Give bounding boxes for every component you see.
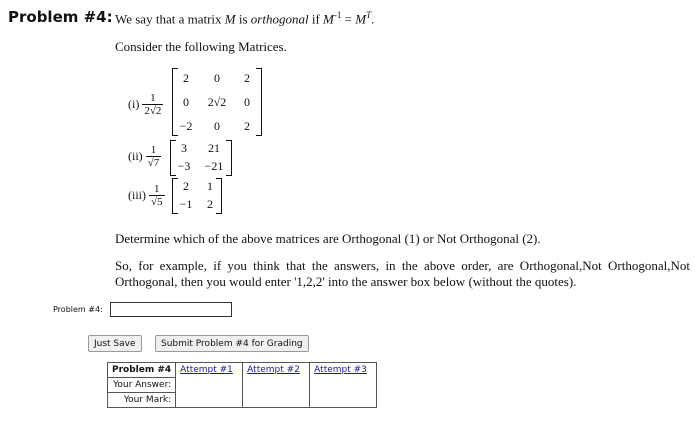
problem-title: Problem #4: bbox=[8, 8, 113, 26]
matrix-1-cell: 0 bbox=[214, 119, 220, 133]
attempt-1-cell bbox=[176, 363, 243, 408]
answer-input[interactable] bbox=[110, 302, 232, 317]
matrix-3-cell: 1 bbox=[207, 179, 213, 193]
matrix-3-cell: −1 bbox=[179, 197, 193, 211]
intro-var: M bbox=[224, 11, 236, 27]
intro-rhs-exp: T bbox=[366, 10, 372, 20]
intro-orthogonal: orthogonal bbox=[250, 11, 309, 27]
intro-lhs-exp: -1 bbox=[333, 10, 342, 20]
matrix-1-cell: 2√2 bbox=[207, 95, 227, 109]
matrix-2-cell: −21 bbox=[204, 159, 224, 173]
determine-text: Determine which of the above matrices are Orthogonal (1) or Not Orthogonal (2). bbox=[115, 231, 541, 246]
intro-rhs: M bbox=[355, 11, 367, 27]
attempt-1-link[interactable]: Attempt #1 bbox=[180, 365, 233, 375]
attempt-3-link[interactable]: Attempt #3 bbox=[314, 365, 367, 375]
matrix-1-cell: 0 bbox=[214, 71, 220, 85]
matrix-2-coef-den: √7 bbox=[147, 157, 160, 169]
submit-button[interactable]: Submit Problem #4 for Grading bbox=[155, 335, 309, 352]
matrix-3-coef-num: 1 bbox=[154, 183, 160, 195]
matrix-3-coef-den: √5 bbox=[151, 196, 163, 208]
your-mark-label: Your Mark: bbox=[108, 393, 176, 408]
attempt-3-cell bbox=[310, 363, 377, 408]
attempt-2-cell bbox=[243, 363, 310, 408]
matrix-1-cell: 2 bbox=[244, 119, 250, 133]
results-header: Problem #4 bbox=[108, 363, 176, 378]
matrix-1-label: (i) bbox=[128, 96, 140, 111]
matrix-2-cell: 21 bbox=[208, 141, 220, 155]
matrix-1-cell: −2 bbox=[179, 119, 193, 133]
matrix-2 bbox=[170, 140, 232, 176]
matrix-1-cell: 2 bbox=[244, 71, 250, 85]
matrix-1-cell: 0 bbox=[183, 95, 189, 109]
intro-is: is bbox=[235, 11, 251, 27]
your-answer-label: Your Answer: bbox=[108, 378, 176, 393]
matrix-2-label-group bbox=[128, 145, 161, 169]
intro-text: We say that a matrix bbox=[115, 11, 225, 27]
matrix-1-coef-den: 2√2 bbox=[144, 105, 162, 117]
matrix-3-label-group bbox=[128, 184, 165, 208]
matrix-2-coefficient bbox=[146, 145, 162, 169]
matrix-2-coef-num: 1 bbox=[150, 144, 157, 156]
example-text: So, for example, if you think that the answers, in the above order, are Orthogonal,Not Orthogonal,Not Orthogonal, then you would enter '1,2,2' into the answer box below (without the quotes). bbox=[115, 258, 690, 289]
matrix-1 bbox=[172, 68, 262, 136]
matrix-3-cell: 2 bbox=[183, 179, 189, 193]
just-save-button[interactable]: Just Save bbox=[88, 335, 142, 352]
attempt-2-link[interactable]: Attempt #2 bbox=[247, 365, 300, 375]
matrix-2-cell: −3 bbox=[177, 159, 191, 173]
answer-label: Problem #4: bbox=[53, 305, 103, 314]
matrix-2-label: (ii) bbox=[128, 148, 143, 163]
intro-eq: = bbox=[341, 11, 356, 27]
matrix-3-coefficient bbox=[149, 184, 165, 208]
consider-text: Consider the following Matrices. bbox=[115, 39, 287, 54]
matrix-3-label: (iii) bbox=[128, 187, 146, 202]
matrix-1-cell: 0 bbox=[244, 95, 250, 109]
matrix-1-coefficient bbox=[142, 93, 163, 117]
intro-if: if bbox=[308, 11, 324, 27]
matrix-3-cell: 2 bbox=[207, 197, 213, 211]
intro-end: . bbox=[371, 11, 375, 27]
matrix-2-cell: 3 bbox=[181, 141, 187, 155]
problem-intro bbox=[115, 10, 374, 27]
matrix-1-coef-num: 1 bbox=[150, 92, 156, 104]
matrix-1-label-group bbox=[128, 93, 163, 117]
intro-lhs: M bbox=[323, 11, 334, 27]
table-row bbox=[108, 363, 377, 378]
results-table bbox=[107, 362, 377, 408]
matrix-3 bbox=[172, 178, 222, 214]
matrix-1-cell: 2 bbox=[183, 71, 189, 85]
